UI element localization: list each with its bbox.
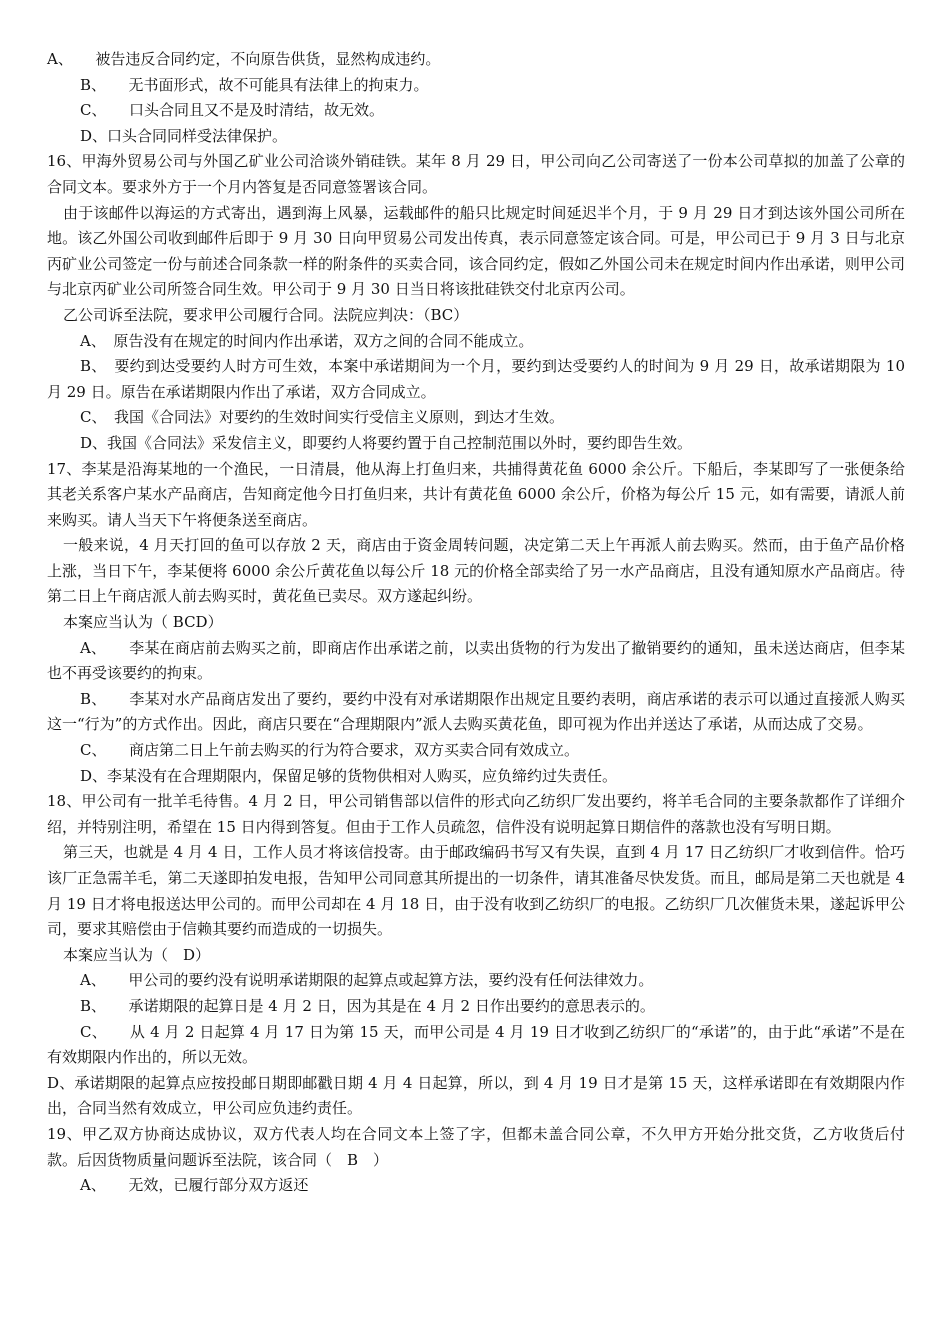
option-d-q18: D、承诺期限的起算点应按投邮日期即邮戳日期 4 月 4 日起算，所以，到 4 月 19 日才是第 15 天，这样承诺即在有效期限内作出，合同当然有效成立，甲公司应负违约责任。 bbox=[47, 1073, 905, 1118]
option-a-q18: A、 甲公司的要约没有说明承诺期限的起算点或起算方法，要约没有任何法律效力。 bbox=[80, 971, 654, 990]
option-c-q15: C、 口头合同且又不是及时清结，故无效。 bbox=[80, 101, 384, 120]
option-b-q17: B、 李某对水产品商店发出了要约，要约中没有对承诺期限作出规定且要约表明，商店承诺的表示可以通过直接派人购买这一“行为”的方式作出。因此，商店只要在“合理期限内”派人去购买黄花鱼，即可视为作出并送达了承诺，从而达成了交易。 bbox=[47, 689, 905, 734]
question-17-paragraph-2: 一般来说，4 月天打回的鱼可以存放 2 天，商店由于资金周转问题，决定第二天上午再派人前去购买。然而，由于鱼产品价格上涨，当日下午，李某便将 6000 余公斤黄花鱼以每公斤 18 元的价格全部卖给了另一水产品商店，且没有通知原水产品商店。待第二日上午商店派人前去购买时，黄花鱼已卖尽。双方遂起纠纷。 bbox=[47, 536, 905, 606]
question-18-prompt: 本案应当认为（ D） bbox=[63, 945, 211, 964]
question-17-text: 17、李某是沿海某地的一个渔民，一日清晨，他从海上打鱼归来，共捕得黄花鱼 6000 余公斤。下船后，李某即写了一张便条给其老关系客户某水产品商店，告知商定他今日打鱼归来，共计有黄花鱼 6000 余公斤，价格为每公斤 15 元，如有需要，请派人前来购买。请人当天下午将便条送至商店。 bbox=[47, 459, 905, 529]
question-16-prompt: 乙公司诉至法院，要求甲公司履行合同。法院应判决：（BC） bbox=[63, 305, 469, 324]
option-a-q16: A、 原告没有在规定的时间内作出承诺，双方之间的合同不能成立。 bbox=[80, 331, 534, 350]
option-b-q18: B、 承诺期限的起算日是 4 月 2 日，因为其是在 4 月 2 日作出要约的意思表示的。 bbox=[80, 996, 655, 1015]
question-16-paragraph-2: 由于该邮件以海运的方式寄出，遇到海上风暴，运载邮件的船只比规定时间延迟半个月，于 9 月 29 日才到达该外国公司所在地。该乙外国公司收到邮件后即于 9 月 30 日向甲贸易公司发出传真，表示同意签定该合同。可是，甲公司已于 9 月 3 日与北京丙矿业公司签定一份与前述合同条款一样的附条件的买卖合同，该合同约定，假如乙外国公司未在规定时间内作出承诺，则甲公司与北京丙矿业公司所签合同生效。甲公司于 9 月 30 日当日将该批硅铁交付北京丙公司。 bbox=[47, 203, 905, 299]
question-19-text: 19、甲乙双方协商达成协议，双方代表人均在合同文本上签了字，但都未盖合同公章，不久甲方开始分批交货，乙方收货后付款。后因货物质量问题诉至法院，该合同（ B ） bbox=[47, 1124, 905, 1169]
option-c-q16: C、 我国《合同法》对要约的生效时间实行受信主义原则，到达才生效。 bbox=[80, 408, 564, 427]
option-b-q16: B、 要约到达受要约人时方可生效，本案中承诺期间为一个月，要约到达受要约人的时间为 9 月 29 日，故承诺期限为 10 月 29 日。原告在承诺期限内作出了承诺，双方合同成立。 bbox=[47, 357, 905, 401]
option-a-q19: A、 无效，已履行部分双方返还 bbox=[80, 1176, 309, 1195]
question-18-text: 18、甲公司有一批羊毛待售。4 月 2 日，甲公司销售部以信件的形式向乙纺织厂发出要约，将羊毛合同的主要条款都作了详细介绍，并特别注明，希望在 15 日内得到答复。但由于工作人员疏忽，信件没有说明起算日期信件的落款也没有写明日期。 bbox=[47, 792, 905, 836]
option-d-q16: D、我国《合同法》采发信主义，即要约人将要约置于自己控制范围以外时，要约即告生效。 bbox=[80, 433, 693, 452]
option-b-q15: B、 无书面形式，故不可能具有法律上的拘束力。 bbox=[80, 75, 429, 94]
option-d-q15: D、口头合同同样受法律保护。 bbox=[80, 126, 288, 145]
question-17-prompt: 本案应当认为（ BCD） bbox=[63, 613, 223, 632]
option-d-q17: D、李某没有在合理期限内，保留足够的货物供相对人购买，应负缔约过失责任。 bbox=[80, 766, 618, 785]
option-a-q17: A、 李某在商店前去购买之前，即商店作出承诺之前，以卖出货物的行为发出了撤销要约的通知，虽未送达商店，但李某也不再受该要约的拘束。 bbox=[47, 638, 905, 683]
option-a-q15: A、 被告违反合同约定，不向原告供货，显然构成违约。 bbox=[47, 50, 441, 68]
option-c-q18: C、 从 4 月 2 日起算 4 月 17 日为第 15 天，而甲公司是 4 月 19 日才收到乙纺织厂的“承诺”的，由于此“承诺”不是在有效期限内作出的，所以无效。 bbox=[47, 1022, 905, 1067]
question-18-paragraph-2: 第三天，也就是 4 月 4 日，工作人员才将该信投寄。由于邮政编码书写又有失误，直到 4 月 17 日乙纺织厂才收到信件。恰巧该厂正急需羊毛，第二天遂即拍发电报，告知甲公司同意其所提出的一切条件，请其准备尽快发货。而且，邮局是第二天也就是 4 月 19 日才将电报送达甲公司的。而甲公司却在 4 月 18 日，由于没有收到乙纺织厂的电报。乙纺织厂几次催货未果，遂起诉甲公司，要求其赔偿由于信赖其要约而造成的一切损失。 bbox=[47, 843, 905, 939]
question-16-text: 16、甲海外贸易公司与外国乙矿业公司洽谈外销硅铁。某年 8 月 29 日，甲公司向乙公司寄送了一份本公司草拟的加盖了公章的合同文本。要求外方于一个月内答复是否同意签署该合同。 bbox=[47, 152, 905, 196]
option-c-q17: C、 商店第二日上午前去购买的行为符合要求，双方买卖合同有效成立。 bbox=[80, 741, 579, 760]
